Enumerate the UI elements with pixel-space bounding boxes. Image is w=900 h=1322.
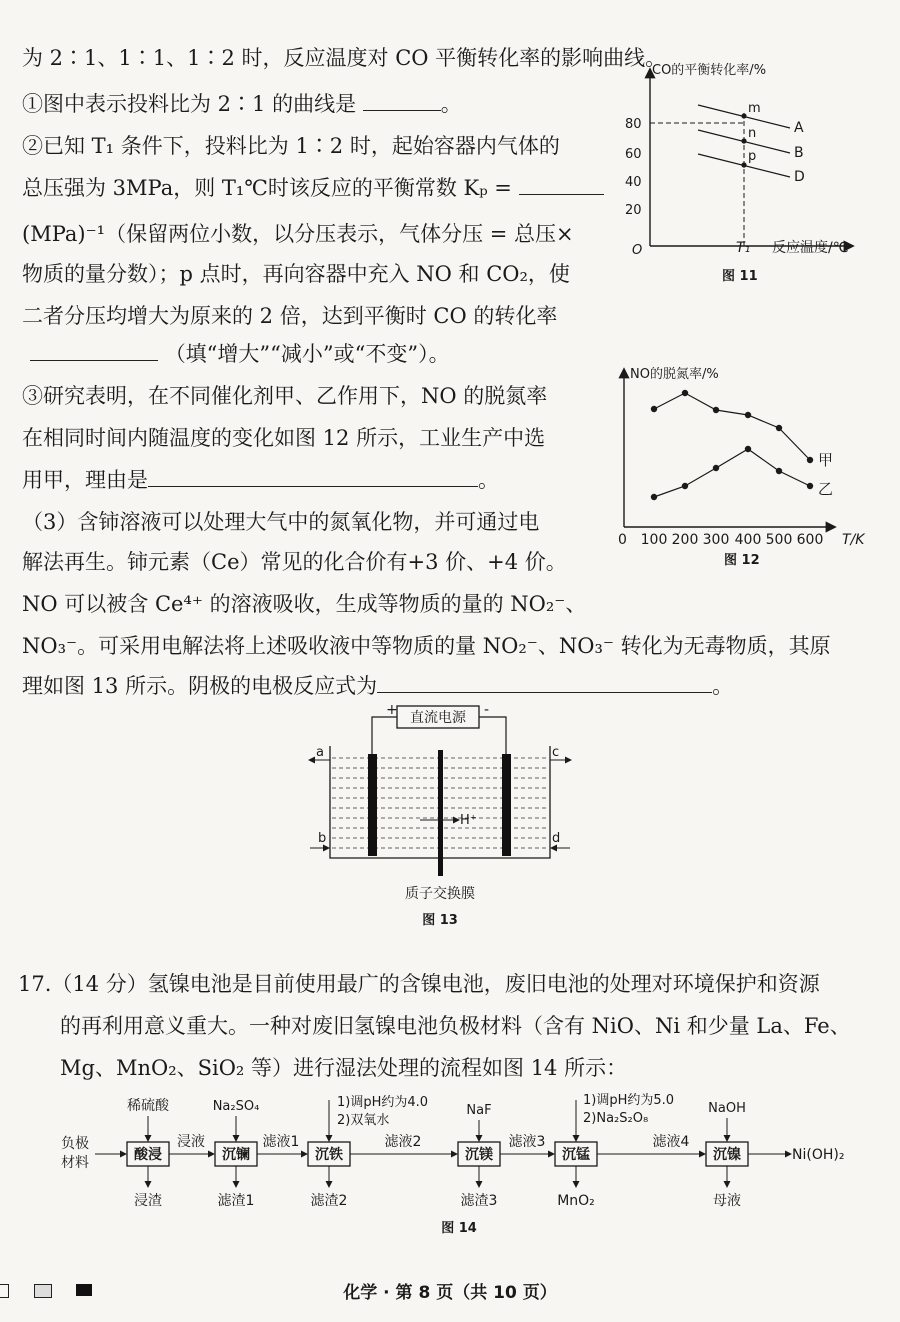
ion-label: H⁺	[460, 813, 477, 828]
question-2-3	[30, 340, 450, 368]
port-label: c	[552, 745, 560, 760]
reagent-label: NaOH	[708, 1101, 746, 1116]
xtick: 300	[702, 532, 730, 548]
xtick-t1: T₁	[736, 240, 751, 256]
output-label: MnO₂	[557, 1193, 595, 1209]
caption: 图 13	[422, 913, 458, 928]
minus-sign: -	[484, 702, 490, 718]
text-line-9: ③研究表明，在不同催化剂甲、乙作用下，NO 的脱氮率	[22, 384, 548, 408]
output-label: 滤渣3	[460, 1193, 498, 1209]
xtick: 100	[640, 532, 668, 548]
membrane-label: 质子交换膜	[405, 886, 475, 902]
reagent-label: Na₂SO₄	[212, 1099, 260, 1114]
punct: 。	[440, 92, 462, 116]
point-label: m	[748, 101, 761, 116]
stream-label: 滤液1	[262, 1134, 300, 1150]
punct: 。	[478, 468, 499, 492]
figure-11	[620, 58, 880, 288]
text: ①图中表示投料比为 2∶1 的曲线是	[22, 92, 357, 116]
answer-blank[interactable]	[148, 466, 478, 487]
caption: 图 12	[724, 553, 760, 568]
y-axis-label: CO的平衡转化率/%	[652, 63, 767, 78]
ytick: 80	[625, 117, 642, 132]
x-axis-label: T/K	[842, 532, 865, 548]
point-label: p	[748, 149, 757, 164]
output-label: 滤渣2	[310, 1193, 348, 1209]
wire-right	[479, 717, 506, 756]
reagent-label: 2)Na₂S₂O₈	[583, 1111, 649, 1126]
ytick: 20	[625, 203, 642, 218]
xtick: 200	[671, 532, 699, 548]
origin-label: O	[632, 243, 643, 258]
left-electrode	[368, 754, 377, 856]
point-p	[741, 162, 746, 167]
answer-blank[interactable]	[30, 340, 158, 361]
figure-12	[612, 362, 882, 572]
text-line-15: NO₃⁻。可采用电解法将上述吸收液中等物质的量 NO₂⁻、NO₃⁻ 转化为无毒物质，其原	[22, 634, 831, 658]
answer-blank[interactable]	[377, 672, 712, 693]
step-label: 沉铁	[315, 1147, 343, 1163]
ytick: 40	[625, 175, 642, 190]
step-label: 沉镧	[222, 1147, 250, 1163]
question-2-4	[22, 466, 499, 494]
question-2-1	[22, 90, 462, 118]
text-line-3: ②已知 T₁ 条件下，投料比为 1∶2 时，起始容器内气体的	[22, 134, 560, 158]
text-line-6: 物质的量分数）；p 点时，再向容器中充入 NO 和 CO₂，使	[22, 262, 570, 286]
port-label: b	[318, 831, 327, 846]
punct: 。	[712, 674, 734, 698]
caption: 图 14	[441, 1221, 477, 1236]
question-2-2	[22, 174, 604, 202]
proton-exchange-membrane	[438, 750, 443, 876]
output-label: 滤渣1	[217, 1193, 255, 1209]
series-yi-points	[651, 446, 813, 500]
stream-label: 滤液3	[508, 1134, 546, 1150]
q17-line-3: Mg、MnO₂、SiO₂ 等）进行湿法处理的流程如图 14 所示：	[60, 1056, 628, 1080]
text-line-13: 解法再生。铈元素（Ce）常见的化合价有+3 价、+4 价。	[22, 550, 567, 574]
text: 用甲，理由是	[22, 468, 148, 492]
series-jia-points	[651, 390, 813, 463]
q17-line-2: 的再利用意义重大。一种对废旧氢镍电池负极材料（含有 NiO、Ni 和少量 La、Fe、	[60, 1014, 851, 1038]
text-line-10: 在相同时间内随温度的变化如图 12 所示，工业生产中选	[22, 426, 546, 450]
start-label: 材料	[61, 1155, 89, 1171]
port-label: a	[316, 745, 324, 760]
figure-14	[55, 1092, 865, 1242]
text-line-7: 二者分压均增大为原来的 2 倍，达到平衡时 CO 的转化率	[22, 304, 558, 328]
origin-label: 0	[618, 532, 627, 548]
product-label: Ni(OH)₂	[792, 1147, 845, 1163]
text: 理如图 13 所示。阴极的电极反应式为	[22, 674, 378, 698]
stream-label: 浸液	[177, 1134, 205, 1150]
question-3	[22, 672, 733, 700]
series-yi-line	[654, 449, 810, 497]
series-jia-line	[654, 393, 810, 460]
step-label: 酸浸	[134, 1147, 162, 1163]
reagent-label: 1)调pH约为5.0	[583, 1093, 675, 1108]
y-axis-label: NO的脱氮率/%	[630, 367, 719, 382]
point-m	[741, 113, 746, 118]
right-electrode	[502, 754, 511, 856]
reagent-label: 稀硫酸	[127, 1098, 169, 1114]
step-label: 沉镍	[713, 1147, 741, 1163]
page-footer: 化学 · 第 8 页（共 10 页）	[343, 1283, 557, 1303]
port-label: d	[552, 831, 561, 846]
answer-blank[interactable]	[519, 174, 604, 195]
series-label: 乙	[818, 480, 834, 498]
curve-label: D	[794, 169, 805, 185]
power-label: 直流电源	[410, 710, 466, 726]
xtick: 400	[734, 532, 762, 548]
reagent-label: 1)调pH约为4.0	[337, 1095, 429, 1110]
reagent-label: NaF	[466, 1103, 492, 1118]
step-label: 沉锰	[562, 1147, 590, 1163]
figure-13	[300, 698, 590, 938]
stream-label: 滤液2	[384, 1134, 422, 1150]
xtick: 600	[796, 532, 824, 548]
text: 总压强为 3MPa，则 T₁℃时该反应的平衡常数 Kₚ =	[22, 176, 512, 200]
wire-left	[372, 717, 397, 756]
text: （填“增大”“减小”或“不变”）。	[164, 342, 450, 366]
step-label: 沉镁	[465, 1147, 493, 1163]
curve-label: A	[794, 120, 804, 136]
text-line-5: (MPa)⁻¹（保留两位小数，以分压表示，气体分压 = 总压×	[22, 222, 574, 246]
caption: 图 11	[722, 269, 758, 284]
point-label: n	[748, 126, 757, 141]
output-label: 浸渣	[134, 1193, 162, 1209]
answer-blank[interactable]	[363, 90, 441, 111]
reagent-label: 2)双氧水	[337, 1113, 390, 1128]
output-label: 母液	[713, 1193, 741, 1209]
plus-sign: +	[386, 702, 398, 718]
curve-label: B	[794, 145, 804, 161]
ytick: 60	[625, 147, 642, 162]
stream-label: 滤液4	[652, 1134, 690, 1150]
point-n	[741, 138, 746, 143]
text-line-1: 为 2∶1、1∶1、1∶2 时，反应温度对 CO 平衡转化率的影响曲线。	[22, 46, 667, 70]
x-axis-label: 反应温度/℃	[772, 240, 849, 256]
series-label: 甲	[818, 451, 834, 469]
q17-line-1: 17.（14 分）氢镍电池是目前使用最广的含镍电池，废旧电池的处理对环境保护和资源	[18, 972, 820, 996]
start-label: 负极	[61, 1136, 89, 1152]
text-line-12: （3）含铈溶液可以处理大气中的氮氧化物，并可通过电	[22, 510, 540, 534]
xtick: 500	[765, 532, 793, 548]
text-line-14: NO 可以被含 Ce⁴⁺ 的溶液吸收，生成等物质的量的 NO₂⁻、	[22, 592, 587, 616]
